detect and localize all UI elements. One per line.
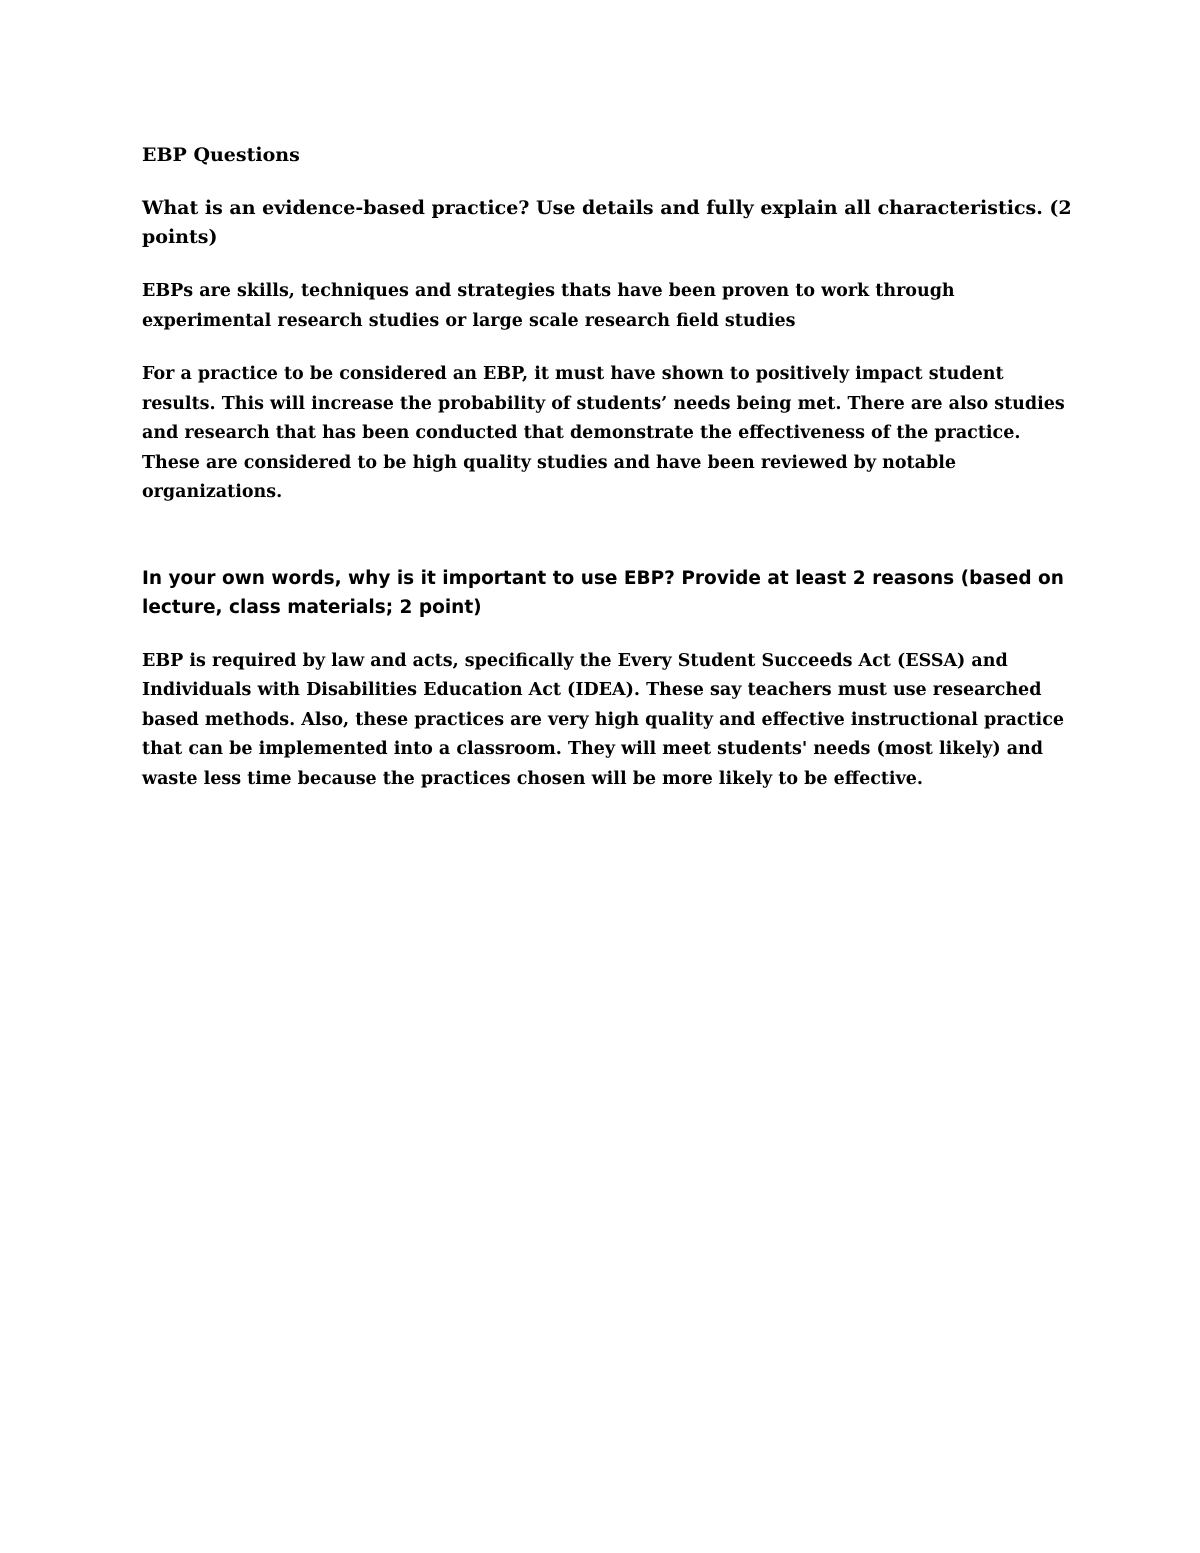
answer-2: EBP is required by law and acts, specifically the Every Student Succeeds Act (ESSA) and Individuals with Disabilities Education Act (IDEA). These say teachers must use researched based methods. Also, these practices are very high quality and effective instructional practice that can be implemented into a classroom. They will meet students' needs (most likely) and waste less time because the practices chosen will be more likely to be effective. xyxy=(142,650,1064,789)
document-title: EBP Questions xyxy=(142,144,300,166)
question-1: What is an evidence-based practice? Use details and fully explain all characteristics. (2 points) xyxy=(142,197,1072,248)
document-page xyxy=(142,140,1072,818)
answer-1-paragraph-1: EBPs are skills, techniques and strategies thats have been proven to work through experimental research studies or large scale research field studies xyxy=(142,281,955,331)
question-2: In your own words, why is it important to use EBP? Provide at least 2 reasons (based on lecture, class materials; 2 point) xyxy=(142,567,1064,618)
section-spacer xyxy=(142,532,1072,564)
answer-1-paragraph-2: For a practice to be considered an EBP, it must have shown to positively impact student results. This will increase the probability of students’ needs being met. There are also studies and research that has been conducted that demonstrate the effectiveness of the practice. These are considered to be high quality studies and have been reviewed by notable organizations. xyxy=(142,364,1065,502)
